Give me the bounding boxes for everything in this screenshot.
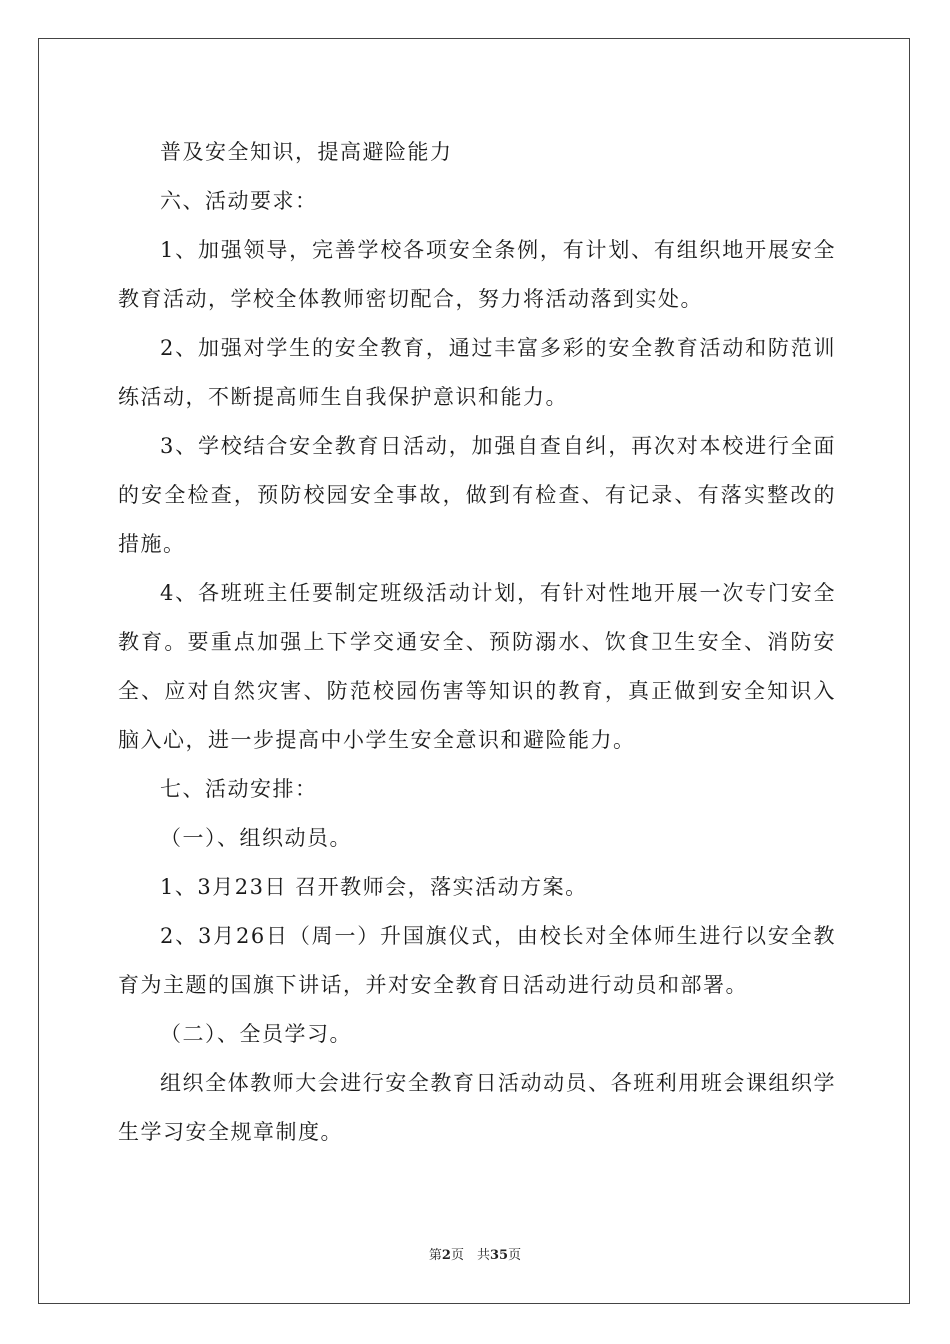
paragraph: 1、3月23日 召开教师会，落实活动方案。: [160, 875, 588, 899]
footer-prefix: 第: [428, 1248, 442, 1263]
section-heading: 六、活动要求：: [160, 189, 318, 213]
paragraph: 组织全体教师大会进行安全教育日活动动员、各班利用班会课组织学生学习安全规章制度。: [118, 1071, 836, 1144]
subsection-heading: （二）、全员学习。: [160, 1022, 352, 1046]
paragraph: 4、各班班主任要制定班级活动计划，有针对性地开展一次专门安全教育。要重点加强上下学交通安全、预防溺水、饮食卫生安全、消防安全、应对自然灾害、防范校园伤害等知识的教育，真正做到安全知识入脑入心，进一步提高中小学生安全意识和避险能力。: [118, 581, 836, 752]
paragraph: 3、学校结合安全教育日活动，加强自查自纠，再次对本校进行全面的安全检查，预防校园安全事故，做到有检查、有记录、有落实整改的措施。: [118, 434, 836, 556]
footer-suffix: 页: [508, 1248, 522, 1263]
page-footer: [0, 1244, 950, 1263]
paragraph: 2、加强对学生的安全教育，通过丰富多彩的安全教育活动和防范训练活动，不断提高师生自我保护意识和能力。: [118, 336, 836, 409]
current-page-number: 2: [441, 1248, 451, 1263]
subsection-heading: （一）、组织动员。: [160, 826, 352, 850]
paragraph: 1、加强领导，完善学校各项安全条例，有计划、有组织地开展安全教育活动，学校全体教师密切配合，努力将活动落到实处。: [118, 238, 836, 311]
total-pages: 35: [489, 1248, 509, 1263]
document-body: [118, 128, 836, 1157]
paragraph: 普及安全知识，提高避险能力: [160, 140, 453, 164]
section-heading: 七、活动安排：: [160, 777, 318, 801]
footer-middle: 页 共: [450, 1248, 490, 1263]
paragraph: 2、3月26日（周一）升国旗仪式，由校长对全体师生进行以安全教育为主题的国旗下讲话，并对安全教育日活动进行动员和部署。: [118, 924, 836, 997]
